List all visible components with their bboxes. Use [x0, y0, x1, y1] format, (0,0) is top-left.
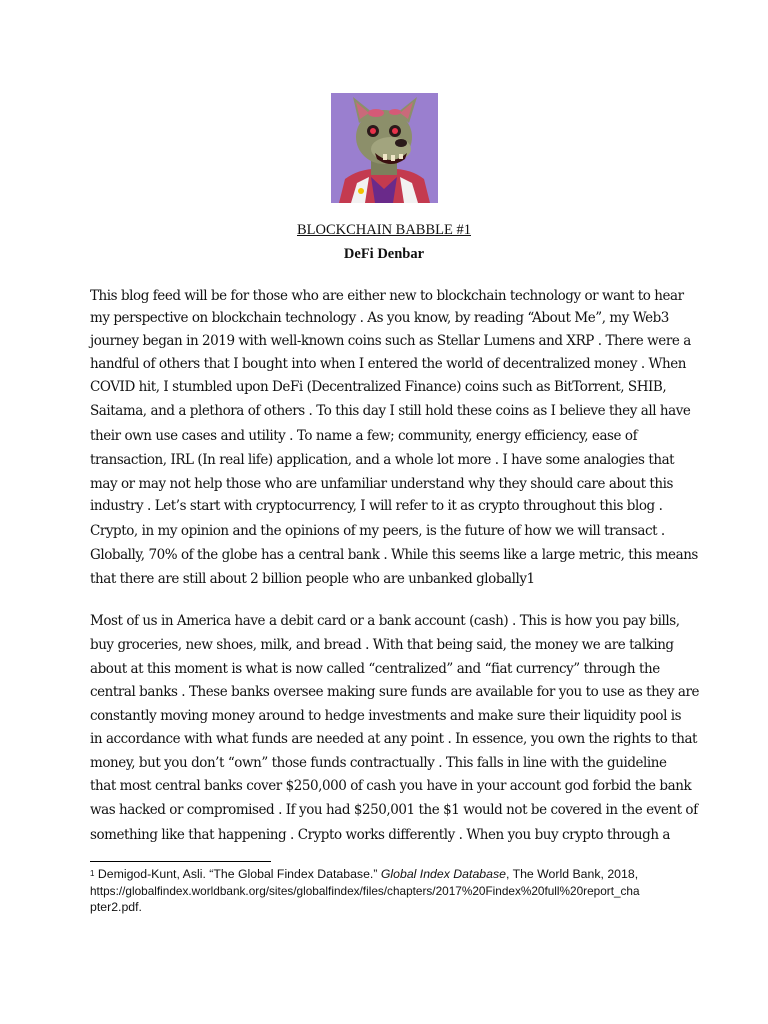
- paragraph-line: their own use cases and utility . To name a few; community, energy efficiency, ease of: [90, 428, 638, 444]
- document-title: BLOCKCHAIN BABBLE #1: [296, 222, 471, 238]
- document-author: DeFi Denbar: [343, 246, 425, 262]
- paragraph-line: transaction, IRL (In real life) application, and a whole lot more . I have some analogies that: [90, 452, 675, 468]
- footnote-url-line: pter2.pdf.: [90, 900, 142, 914]
- paragraph-line: central banks . These banks oversee making sure funds are available for you to use as they are: [90, 684, 700, 700]
- paragraph-line: in accordance with what funds are needed at any point . In essence, you own the rights to that: [90, 731, 698, 747]
- paragraph-line: Saitama, and a plethora of others . To this day I still hold these coins as I believe they all have: [90, 403, 691, 419]
- paragraph-line: Crypto, in my opinion and the opinions of my peers, is the future of how we will transact .: [90, 523, 665, 539]
- footnote-divider: [90, 861, 271, 862]
- paragraph-line: Most of us in America have a debit card or a bank account (cash) . This is how you pay bills,: [90, 613, 680, 629]
- paragraph-line: COVID hit, I stumbled upon DeFi (Decentralized Finance) coins such as BitTorrent, SHIB,: [90, 379, 667, 395]
- paragraph-line: money, but you don’t “own” those funds contractually . This falls in line with the guideline: [90, 755, 667, 771]
- footnote-citation: [90, 867, 638, 883]
- footnote-marker: 1: [90, 869, 95, 878]
- paragraph-line: may or may not help those who are unfamiliar understand why they should care about this: [90, 476, 673, 492]
- paragraph-line: journey began in 2019 with well-known coins such as Stellar Lumens and XRP . There were a: [90, 333, 691, 349]
- footnote-author: Demigod-Kunt, Asli. “The Global Findex Database.”: [94, 867, 381, 881]
- footnote-url-line: https://globalfindex.worldbank.org/sites/globalfindex/files/chapters/2017%20Findex%20full%20report_cha: [90, 884, 640, 898]
- footnote-details: , The World Bank, 2018,: [505, 867, 639, 881]
- paragraph-line: about at this moment is what is now called “centralized” and “fiat currency” through the: [90, 661, 660, 677]
- paragraph-line: handful of others that I bought into when I entered the world of decentralized money . When: [90, 356, 687, 372]
- paragraph-line: This blog feed will be for those who are either new to blockchain technology or want to hear: [90, 288, 684, 304]
- paragraph-line: buy groceries, new shoes, milk, and bread . With that being said, the money we are talking: [90, 637, 674, 653]
- footnote-source: Global Index Database: [380, 867, 506, 881]
- paragraph-line: constantly moving money around to hedge investments and make sure their liquidity pool is: [90, 708, 682, 724]
- nft-avatar-image: [331, 93, 438, 203]
- paragraph-line: industry . Let’s start with cryptocurrency, I will refer to it as crypto throughout this blog .: [90, 498, 663, 514]
- paragraph-line: was hacked or compromised . If you had $250,001 the $1 would not be covered in the event of: [90, 802, 698, 818]
- paragraph-line: that there are still about 2 billion people who are unbanked globally1: [90, 571, 535, 587]
- paragraph-line: that most central banks cover $250,000 of cash you have in your account god forbid the bank: [90, 778, 692, 794]
- paragraph-line: Globally, 70% of the globe has a central bank . While this seems like a large metric, this means: [90, 547, 698, 563]
- paragraph-line: my perspective on blockchain technology . As you know, by reading “About Me”, my Web3: [90, 310, 669, 326]
- paragraph-line: something like that happening . Crypto works differently . When you buy crypto through a: [90, 827, 671, 843]
